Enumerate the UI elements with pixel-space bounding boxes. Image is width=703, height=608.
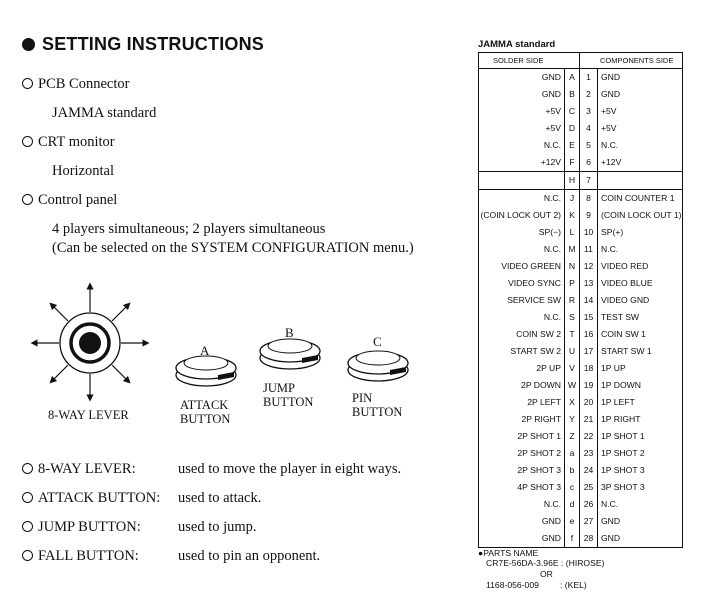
pin-number: 15 [580, 309, 598, 326]
solder-side-signal [479, 172, 565, 190]
legend-name: FALL BUTTON: [38, 548, 139, 564]
pin-row [479, 258, 683, 275]
components-side-signal: GND [598, 86, 683, 103]
pin-number: 8 [580, 190, 598, 208]
pin-letter: W [565, 377, 580, 394]
pin-number: 14 [580, 292, 598, 309]
crt-heading-text: CRT monitor [38, 134, 115, 150]
pin-number: 19 [580, 377, 598, 394]
solder-side-signal: 2P SHOT 2 [479, 445, 565, 462]
components-side-signal: SP(+) [598, 224, 683, 241]
pin-row [479, 103, 683, 120]
components-side-signal: VIDEO GND [598, 292, 683, 309]
button-b-letter: B [285, 325, 294, 340]
pin-row [479, 496, 683, 513]
solder-side-signal: 4P SHOT 3 [479, 479, 565, 496]
legend-row [22, 490, 160, 507]
pin-number: 27 [580, 513, 598, 530]
solder-side-header: SOLDER SIDE [479, 53, 580, 69]
components-side-signal: (COIN LOCK OUT 1) [598, 207, 683, 224]
parts-label-text: PARTS NAME [483, 548, 539, 558]
components-side-signal: VIDEO BLUE [598, 275, 683, 292]
control-heading [22, 192, 117, 209]
components-side-signal: COIN SW 1 [598, 326, 683, 343]
part-or: OR [540, 569, 553, 579]
solder-side-signal: (COIN LOCK OUT 2) [479, 207, 565, 224]
button-c-letter: C [373, 334, 382, 349]
pin-row [479, 241, 683, 258]
pin-number: 4 [580, 120, 598, 137]
pin-row [479, 69, 683, 87]
pin-letter: V [565, 360, 580, 377]
attack-button-label [180, 398, 230, 426]
pin-letter: L [565, 224, 580, 241]
pin-row [479, 275, 683, 292]
components-side-signal: 1P LEFT [598, 394, 683, 411]
pin-letter: X [565, 394, 580, 411]
pin-letter: D [565, 120, 580, 137]
button-a-letter: A [200, 343, 210, 358]
crt-value: Horizontal [52, 163, 115, 179]
pin-number: 20 [580, 394, 598, 411]
pcb-heading-text: PCB Connector [38, 76, 130, 92]
components-side-signal: 1P UP [598, 360, 683, 377]
pin-letter: e [565, 513, 580, 530]
components-side-header: COMPONENTS SIDE [580, 53, 683, 69]
pin-number: 11 [580, 241, 598, 258]
components-side-signal: GND [598, 530, 683, 548]
pin-row [479, 86, 683, 103]
solder-side-signal: GND [479, 513, 565, 530]
solder-side-signal: N.C. [479, 137, 565, 154]
pin-row [479, 137, 683, 154]
solder-side-signal: START SW 2 [479, 343, 565, 360]
circle-bullet-icon [22, 136, 33, 147]
pin-number: 5 [580, 137, 598, 154]
pin-row [479, 479, 683, 496]
pin-row [479, 172, 683, 190]
circle-bullet-icon [22, 550, 33, 561]
solder-side-signal: N.C. [479, 241, 565, 258]
pin-letter: P [565, 275, 580, 292]
pin-letter: c [565, 479, 580, 496]
components-side-signal: 1P SHOT 2 [598, 445, 683, 462]
control-line-2: (Can be selected on the SYSTEM CONFIGURATION menu.) [52, 240, 414, 256]
pin-number: 16 [580, 326, 598, 343]
pin-letter: J [565, 190, 580, 208]
solder-side-signal: COIN SW 2 [479, 326, 565, 343]
components-side-signal: 1P SHOT 1 [598, 428, 683, 445]
pin-letter: H [565, 172, 580, 190]
part-1: CR7E-56DA-3.96E : (HIROSE) [486, 558, 605, 568]
pin-number: 6 [580, 154, 598, 172]
pin-row [479, 309, 683, 326]
legend-row [22, 548, 139, 565]
pin-letter: F [565, 154, 580, 172]
legend-row [22, 461, 136, 478]
circle-bullet-icon [22, 78, 33, 89]
pin-letter: M [565, 241, 580, 258]
legend-desc: used to jump. [178, 519, 257, 535]
components-side-signal: 3P SHOT 3 [598, 479, 683, 496]
solder-side-signal: N.C. [479, 496, 565, 513]
components-side-signal: TEST SW [598, 309, 683, 326]
pin-number: 17 [580, 343, 598, 360]
components-side-signal: +5V [598, 103, 683, 120]
pin-label-line1: PIN [352, 391, 373, 405]
pin-letter: K [565, 207, 580, 224]
solder-side-signal: 2P UP [479, 360, 565, 377]
pin-letter: R [565, 292, 580, 309]
pin-number: 28 [580, 530, 598, 548]
legend-name: JUMP BUTTON: [38, 519, 141, 535]
pin-row [479, 530, 683, 548]
jump-button-icon [260, 339, 320, 369]
circle-bullet-icon [22, 194, 33, 205]
pin-letter: Y [565, 411, 580, 428]
pin-letter: f [565, 530, 580, 548]
pin-button-icon [348, 351, 408, 381]
jamma-header-row [479, 53, 683, 69]
pin-letter: E [565, 137, 580, 154]
pin-number: 10 [580, 224, 598, 241]
legend-name: 8-WAY LEVER: [38, 461, 136, 477]
pin-letter: a [565, 445, 580, 462]
components-side-signal: COIN COUNTER 1 [598, 190, 683, 208]
pin-number: 26 [580, 496, 598, 513]
solder-side-signal: 2P RIGHT [479, 411, 565, 428]
solder-side-signal: GND [479, 69, 565, 87]
pin-row [479, 343, 683, 360]
solder-side-signal: N.C. [479, 309, 565, 326]
pin-row [479, 190, 683, 208]
jump-button-label [263, 381, 313, 409]
pin-number: 25 [580, 479, 598, 496]
pcb-heading [22, 76, 129, 93]
pin-number: 23 [580, 445, 598, 462]
pin-letter: U [565, 343, 580, 360]
solder-side-signal: +5V [479, 103, 565, 120]
solder-side-signal: SP(−) [479, 224, 565, 241]
pin-row [479, 462, 683, 479]
jamma-title: JAMMA standard [478, 39, 556, 50]
pin-number: 12 [580, 258, 598, 275]
lever-label: 8-WAY LEVER [48, 408, 129, 422]
pin-button-label [352, 391, 402, 419]
solder-side-signal: +5V [479, 120, 565, 137]
pin-row [479, 445, 683, 462]
components-side-signal: 1P DOWN [598, 377, 683, 394]
pin-row [479, 292, 683, 309]
legend-desc: used to move the player in eight ways. [178, 461, 402, 477]
legend-desc: used to attack. [178, 490, 262, 506]
page-title [22, 34, 264, 55]
parts-label [478, 548, 538, 558]
components-side-signal: GND [598, 69, 683, 87]
pin-row [479, 513, 683, 530]
components-side-signal: N.C. [598, 496, 683, 513]
pin-number: 21 [580, 411, 598, 428]
solder-side-signal: +12V [479, 154, 565, 172]
solder-side-signal: 2P LEFT [479, 394, 565, 411]
solder-side-signal: SERVICE SW [479, 292, 565, 309]
bullet-icon: ● [478, 548, 484, 558]
components-side-signal: +5V [598, 120, 683, 137]
pin-letter: A [565, 69, 580, 87]
attack-label-line1: ATTACK [180, 398, 229, 412]
components-side-signal: GND [598, 513, 683, 530]
pin-letter: T [565, 326, 580, 343]
solder-side-signal: 2P DOWN [479, 377, 565, 394]
jump-label-line2: BUTTON [263, 395, 314, 409]
components-side-signal: 1P RIGHT [598, 411, 683, 428]
pin-row [479, 394, 683, 411]
eight-way-lever-icon [34, 286, 146, 398]
components-side-signal: +12V [598, 154, 683, 172]
pin-letter: B [565, 86, 580, 103]
circle-bullet-icon [22, 521, 33, 532]
pin-letter: N [565, 258, 580, 275]
jump-label-line1: JUMP [263, 381, 295, 395]
components-side-signal [598, 172, 683, 190]
page-title-text: SETTING INSTRUCTIONS [42, 34, 265, 54]
solder-side-signal: GND [479, 530, 565, 548]
pin-number: 22 [580, 428, 598, 445]
pin-letter: S [565, 309, 580, 326]
legend-name: ATTACK BUTTON: [38, 490, 161, 506]
pin-row [479, 411, 683, 428]
pin-number: 1 [580, 69, 598, 87]
solder-side-signal: VIDEO SYNC [479, 275, 565, 292]
pin-row [479, 224, 683, 241]
pcb-value: JAMMA standard [52, 105, 157, 121]
control-line-1: 4 players simultaneous; 2 players simultaneous [52, 221, 326, 237]
pin-row [479, 360, 683, 377]
pin-letter: Z [565, 428, 580, 445]
pin-number: 2 [580, 86, 598, 103]
attack-button-icon [176, 356, 236, 386]
control-heading-text: Control panel [38, 192, 118, 208]
components-side-signal: VIDEO RED [598, 258, 683, 275]
jamma-pinout-table [478, 52, 683, 548]
part-2-maker: : (KEL) [560, 580, 587, 590]
pin-number: 3 [580, 103, 598, 120]
filled-circle-icon [22, 38, 35, 51]
pin-number: 7 [580, 172, 598, 190]
pin-letter: b [565, 462, 580, 479]
pin-row [479, 377, 683, 394]
pin-row [479, 207, 683, 224]
pin-row [479, 326, 683, 343]
solder-side-signal: VIDEO GREEN [479, 258, 565, 275]
components-side-signal: N.C. [598, 137, 683, 154]
legend-row [22, 519, 141, 536]
components-side-signal: N.C. [598, 241, 683, 258]
legend-desc: used to pin an opponent. [178, 548, 321, 564]
solder-side-signal: N.C. [479, 190, 565, 208]
pin-number: 24 [580, 462, 598, 479]
pin-row [479, 154, 683, 172]
pin-number: 9 [580, 207, 598, 224]
components-side-signal: 1P SHOT 3 [598, 462, 683, 479]
attack-label-line2: BUTTON [180, 412, 231, 426]
crt-heading [22, 134, 115, 151]
circle-bullet-icon [22, 463, 33, 474]
part-2-number: 1168-056-009 [486, 580, 539, 590]
pin-number: 18 [580, 360, 598, 377]
solder-side-signal: 2P SHOT 1 [479, 428, 565, 445]
components-side-signal: START SW 1 [598, 343, 683, 360]
solder-side-signal: GND [479, 86, 565, 103]
pin-letter: d [565, 496, 580, 513]
pin-number: 13 [580, 275, 598, 292]
pin-row [479, 120, 683, 137]
solder-side-signal: 2P SHOT 3 [479, 462, 565, 479]
pin-letter: C [565, 103, 580, 120]
pin-row [479, 428, 683, 445]
pin-label-line2: BUTTON [352, 405, 403, 419]
circle-bullet-icon [22, 492, 33, 503]
